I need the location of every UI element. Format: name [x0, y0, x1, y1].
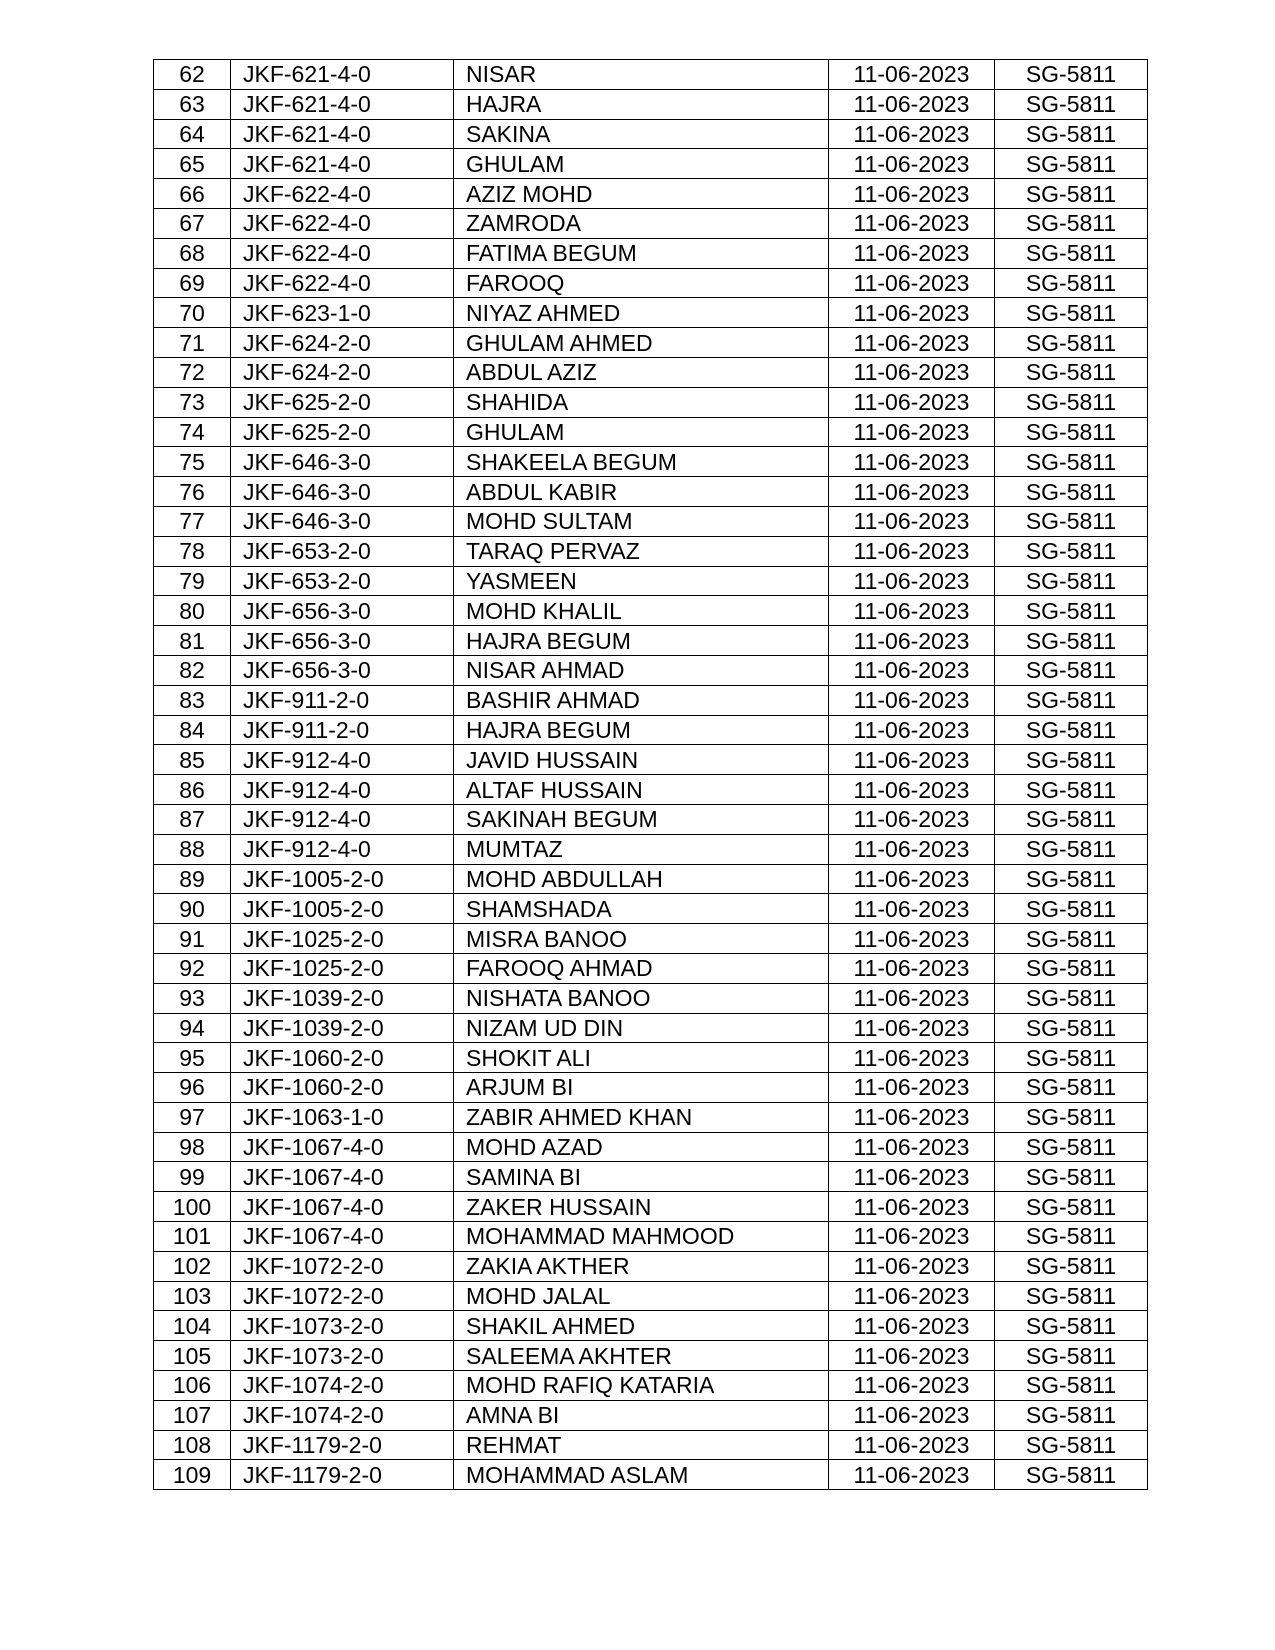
table-row [154, 1132, 1148, 1162]
table-row [154, 447, 1148, 477]
record-id-cell: JKF-1072-2-0 [231, 1281, 454, 1311]
date-cell: 11-06-2023 [829, 655, 995, 685]
serial-number-cell: 106 [154, 1371, 231, 1401]
person-name-cell: NIZAM UD DIN [454, 1013, 829, 1043]
person-name-cell: NISAR [454, 60, 829, 90]
serial-number-cell: 97 [154, 1102, 231, 1132]
person-name-cell: HAJRA BEGUM [454, 715, 829, 745]
person-name-cell: MOHD JALAL [454, 1281, 829, 1311]
person-name-cell: MOHD SULTAM [454, 506, 829, 536]
record-id-cell: JKF-1067-4-0 [231, 1222, 454, 1252]
person-name-cell: SHOKIT ALI [454, 1043, 829, 1073]
record-id-cell: JKF-1073-2-0 [231, 1341, 454, 1371]
serial-number-cell: 100 [154, 1192, 231, 1222]
record-id-cell: JKF-912-4-0 [231, 834, 454, 864]
code-cell: SG-5811 [995, 1371, 1148, 1401]
record-id-cell: JKF-1005-2-0 [231, 864, 454, 894]
date-cell: 11-06-2023 [829, 1400, 995, 1430]
serial-number-cell: 101 [154, 1222, 231, 1252]
serial-number-cell: 80 [154, 596, 231, 626]
record-id-cell: JKF-624-2-0 [231, 328, 454, 358]
date-cell: 11-06-2023 [829, 1311, 995, 1341]
date-cell: 11-06-2023 [829, 536, 995, 566]
table-row [154, 626, 1148, 656]
record-id-cell: JKF-623-1-0 [231, 298, 454, 328]
date-cell: 11-06-2023 [829, 1281, 995, 1311]
person-name-cell: ZAKIA AKTHER [454, 1251, 829, 1281]
person-name-cell: MOHD AZAD [454, 1132, 829, 1162]
record-id-cell: JKF-1179-2-0 [231, 1430, 454, 1460]
record-id-cell: JKF-1025-2-0 [231, 953, 454, 983]
serial-number-cell: 64 [154, 119, 231, 149]
record-id-cell: JKF-912-4-0 [231, 775, 454, 805]
person-name-cell: FAROOQ AHMAD [454, 953, 829, 983]
record-id-cell: JKF-1063-1-0 [231, 1102, 454, 1132]
code-cell: SG-5811 [995, 1013, 1148, 1043]
serial-number-cell: 90 [154, 894, 231, 924]
person-name-cell: ALTAF HUSSAIN [454, 775, 829, 805]
person-name-cell: SHAHIDA [454, 387, 829, 417]
serial-number-cell: 103 [154, 1281, 231, 1311]
serial-number-cell: 95 [154, 1043, 231, 1073]
code-cell: SG-5811 [995, 208, 1148, 238]
table-row [154, 1371, 1148, 1401]
record-id-cell: JKF-621-4-0 [231, 89, 454, 119]
table-row [154, 1073, 1148, 1103]
record-id-cell: JKF-646-3-0 [231, 506, 454, 536]
code-cell: SG-5811 [995, 715, 1148, 745]
table-row [154, 208, 1148, 238]
code-cell: SG-5811 [995, 834, 1148, 864]
serial-number-cell: 99 [154, 1162, 231, 1192]
record-id-cell: JKF-1074-2-0 [231, 1400, 454, 1430]
serial-number-cell: 69 [154, 268, 231, 298]
record-id-cell: JKF-653-2-0 [231, 536, 454, 566]
table-row [154, 1251, 1148, 1281]
table-row [154, 387, 1148, 417]
code-cell: SG-5811 [995, 864, 1148, 894]
serial-number-cell: 87 [154, 804, 231, 834]
table-row [154, 149, 1148, 179]
date-cell: 11-06-2023 [829, 1222, 995, 1252]
person-name-cell: SAKINA [454, 119, 829, 149]
person-name-cell: ZABIR AHMED KHAN [454, 1102, 829, 1132]
serial-number-cell: 82 [154, 655, 231, 685]
record-id-cell: JKF-625-2-0 [231, 387, 454, 417]
code-cell: SG-5811 [995, 1192, 1148, 1222]
date-cell: 11-06-2023 [829, 387, 995, 417]
table-row [154, 238, 1148, 268]
person-name-cell: GHULAM AHMED [454, 328, 829, 358]
table-row [154, 119, 1148, 149]
record-id-cell: JKF-1179-2-0 [231, 1460, 454, 1490]
serial-number-cell: 76 [154, 477, 231, 507]
person-name-cell: MOHAMMAD MAHMOOD [454, 1222, 829, 1252]
code-cell: SG-5811 [995, 477, 1148, 507]
date-cell: 11-06-2023 [829, 775, 995, 805]
serial-number-cell: 105 [154, 1341, 231, 1371]
serial-number-cell: 67 [154, 208, 231, 238]
person-name-cell: AMNA BI [454, 1400, 829, 1430]
date-cell: 11-06-2023 [829, 477, 995, 507]
person-name-cell: FAROOQ [454, 268, 829, 298]
serial-number-cell: 84 [154, 715, 231, 745]
code-cell: SG-5811 [995, 268, 1148, 298]
serial-number-cell: 73 [154, 387, 231, 417]
person-name-cell: MOHD KHALIL [454, 596, 829, 626]
person-name-cell: ABDUL KABIR [454, 477, 829, 507]
date-cell: 11-06-2023 [829, 149, 995, 179]
record-id-cell: JKF-1060-2-0 [231, 1043, 454, 1073]
date-cell: 11-06-2023 [829, 1013, 995, 1043]
serial-number-cell: 79 [154, 566, 231, 596]
date-cell: 11-06-2023 [829, 238, 995, 268]
serial-number-cell: 75 [154, 447, 231, 477]
table-row [154, 1311, 1148, 1341]
table-row [154, 268, 1148, 298]
table-row [154, 685, 1148, 715]
code-cell: SG-5811 [995, 1251, 1148, 1281]
table-row [154, 1162, 1148, 1192]
serial-number-cell: 62 [154, 60, 231, 90]
serial-number-cell: 72 [154, 357, 231, 387]
serial-number-cell: 66 [154, 179, 231, 209]
record-id-cell: JKF-622-4-0 [231, 238, 454, 268]
table-row [154, 1013, 1148, 1043]
person-name-cell: MOHD ABDULLAH [454, 864, 829, 894]
date-cell: 11-06-2023 [829, 1341, 995, 1371]
date-cell: 11-06-2023 [829, 685, 995, 715]
table-row [154, 1102, 1148, 1132]
record-id-cell: JKF-1072-2-0 [231, 1251, 454, 1281]
serial-number-cell: 98 [154, 1132, 231, 1162]
date-cell: 11-06-2023 [829, 1162, 995, 1192]
table-row [154, 804, 1148, 834]
person-name-cell: MUMTAZ [454, 834, 829, 864]
serial-number-cell: 70 [154, 298, 231, 328]
person-name-cell: SHAMSHADA [454, 894, 829, 924]
table-row [154, 1341, 1148, 1371]
person-name-cell: SAKINAH BEGUM [454, 804, 829, 834]
date-cell: 11-06-2023 [829, 894, 995, 924]
person-name-cell: REHMAT [454, 1430, 829, 1460]
date-cell: 11-06-2023 [829, 506, 995, 536]
person-name-cell: GHULAM [454, 417, 829, 447]
date-cell: 11-06-2023 [829, 566, 995, 596]
date-cell: 11-06-2023 [829, 1251, 995, 1281]
record-id-cell: JKF-656-3-0 [231, 626, 454, 656]
table-row [154, 477, 1148, 507]
code-cell: SG-5811 [995, 149, 1148, 179]
code-cell: SG-5811 [995, 626, 1148, 656]
record-id-cell: JKF-911-2-0 [231, 715, 454, 745]
record-id-cell: JKF-912-4-0 [231, 804, 454, 834]
date-cell: 11-06-2023 [829, 417, 995, 447]
table-row [154, 1400, 1148, 1430]
date-cell: 11-06-2023 [829, 119, 995, 149]
record-id-cell: JKF-1039-2-0 [231, 1013, 454, 1043]
serial-number-cell: 85 [154, 745, 231, 775]
serial-number-cell: 63 [154, 89, 231, 119]
code-cell: SG-5811 [995, 566, 1148, 596]
table-row [154, 1222, 1148, 1252]
code-cell: SG-5811 [995, 1102, 1148, 1132]
code-cell: SG-5811 [995, 1073, 1148, 1103]
table-row [154, 357, 1148, 387]
serial-number-cell: 108 [154, 1430, 231, 1460]
record-id-cell: JKF-1025-2-0 [231, 924, 454, 954]
code-cell: SG-5811 [995, 1311, 1148, 1341]
record-id-cell: JKF-646-3-0 [231, 447, 454, 477]
date-cell: 11-06-2023 [829, 208, 995, 238]
records-table [153, 59, 1148, 1490]
code-cell: SG-5811 [995, 447, 1148, 477]
table-row [154, 89, 1148, 119]
serial-number-cell: 91 [154, 924, 231, 954]
code-cell: SG-5811 [995, 804, 1148, 834]
code-cell: SG-5811 [995, 1400, 1148, 1430]
code-cell: SG-5811 [995, 417, 1148, 447]
person-name-cell: SHAKEELA BEGUM [454, 447, 829, 477]
table-row [154, 983, 1148, 1013]
code-cell: SG-5811 [995, 983, 1148, 1013]
record-id-cell: JKF-1067-4-0 [231, 1192, 454, 1222]
code-cell: SG-5811 [995, 328, 1148, 358]
date-cell: 11-06-2023 [829, 864, 995, 894]
serial-number-cell: 92 [154, 953, 231, 983]
serial-number-cell: 83 [154, 685, 231, 715]
date-cell: 11-06-2023 [829, 745, 995, 775]
record-id-cell: JKF-622-4-0 [231, 208, 454, 238]
code-cell: SG-5811 [995, 745, 1148, 775]
person-name-cell: ZAKER HUSSAIN [454, 1192, 829, 1222]
table-row [154, 894, 1148, 924]
record-id-cell: JKF-1039-2-0 [231, 983, 454, 1013]
person-name-cell: HAJRA BEGUM [454, 626, 829, 656]
record-id-cell: JKF-1067-4-0 [231, 1162, 454, 1192]
table-row [154, 1192, 1148, 1222]
code-cell: SG-5811 [995, 1162, 1148, 1192]
table-row [154, 715, 1148, 745]
table-row [154, 953, 1148, 983]
date-cell: 11-06-2023 [829, 1192, 995, 1222]
person-name-cell: YASMEEN [454, 566, 829, 596]
record-id-cell: JKF-1073-2-0 [231, 1311, 454, 1341]
date-cell: 11-06-2023 [829, 1073, 995, 1103]
code-cell: SG-5811 [995, 1341, 1148, 1371]
code-cell: SG-5811 [995, 1132, 1148, 1162]
table-row [154, 417, 1148, 447]
date-cell: 11-06-2023 [829, 953, 995, 983]
person-name-cell: MOHD RAFIQ KATARIA [454, 1371, 829, 1401]
code-cell: SG-5811 [995, 685, 1148, 715]
table-row [154, 745, 1148, 775]
person-name-cell: JAVID HUSSAIN [454, 745, 829, 775]
table-row [154, 536, 1148, 566]
serial-number-cell: 65 [154, 149, 231, 179]
date-cell: 11-06-2023 [829, 1102, 995, 1132]
serial-number-cell: 88 [154, 834, 231, 864]
serial-number-cell: 93 [154, 983, 231, 1013]
person-name-cell: MISRA BANOO [454, 924, 829, 954]
table-row [154, 1460, 1148, 1490]
date-cell: 11-06-2023 [829, 804, 995, 834]
record-id-cell: JKF-621-4-0 [231, 149, 454, 179]
serial-number-cell: 89 [154, 864, 231, 894]
person-name-cell: BASHIR AHMAD [454, 685, 829, 715]
serial-number-cell: 68 [154, 238, 231, 268]
code-cell: SG-5811 [995, 536, 1148, 566]
table-row [154, 596, 1148, 626]
serial-number-cell: 74 [154, 417, 231, 447]
serial-number-cell: 102 [154, 1251, 231, 1281]
table-row [154, 1430, 1148, 1460]
date-cell: 11-06-2023 [829, 60, 995, 90]
record-id-cell: JKF-622-4-0 [231, 179, 454, 209]
serial-number-cell: 107 [154, 1400, 231, 1430]
code-cell: SG-5811 [995, 1043, 1148, 1073]
code-cell: SG-5811 [995, 387, 1148, 417]
person-name-cell: MOHAMMAD ASLAM [454, 1460, 829, 1490]
date-cell: 11-06-2023 [829, 357, 995, 387]
code-cell: SG-5811 [995, 894, 1148, 924]
table-row [154, 655, 1148, 685]
person-name-cell: ARJUM BI [454, 1073, 829, 1103]
record-id-cell: JKF-621-4-0 [231, 119, 454, 149]
code-cell: SG-5811 [995, 119, 1148, 149]
date-cell: 11-06-2023 [829, 715, 995, 745]
serial-number-cell: 86 [154, 775, 231, 805]
code-cell: SG-5811 [995, 924, 1148, 954]
date-cell: 11-06-2023 [829, 1430, 995, 1460]
date-cell: 11-06-2023 [829, 179, 995, 209]
person-name-cell: NIYAZ AHMED [454, 298, 829, 328]
code-cell: SG-5811 [995, 596, 1148, 626]
record-id-cell: JKF-624-2-0 [231, 357, 454, 387]
table-row [154, 1043, 1148, 1073]
person-name-cell: ABDUL AZIZ [454, 357, 829, 387]
person-name-cell: NISHATA BANOO [454, 983, 829, 1013]
person-name-cell: FATIMA BEGUM [454, 238, 829, 268]
date-cell: 11-06-2023 [829, 268, 995, 298]
serial-number-cell: 77 [154, 506, 231, 536]
code-cell: SG-5811 [995, 238, 1148, 268]
person-name-cell: AZIZ MOHD [454, 179, 829, 209]
table-row [154, 506, 1148, 536]
record-id-cell: JKF-1060-2-0 [231, 1073, 454, 1103]
serial-number-cell: 81 [154, 626, 231, 656]
record-id-cell: JKF-653-2-0 [231, 566, 454, 596]
date-cell: 11-06-2023 [829, 596, 995, 626]
table-row [154, 834, 1148, 864]
code-cell: SG-5811 [995, 953, 1148, 983]
date-cell: 11-06-2023 [829, 1371, 995, 1401]
record-id-cell: JKF-1074-2-0 [231, 1371, 454, 1401]
record-id-cell: JKF-1005-2-0 [231, 894, 454, 924]
person-name-cell: NISAR AHMAD [454, 655, 829, 685]
table-row [154, 775, 1148, 805]
record-id-cell: JKF-912-4-0 [231, 745, 454, 775]
code-cell: SG-5811 [995, 357, 1148, 387]
code-cell: SG-5811 [995, 1281, 1148, 1311]
code-cell: SG-5811 [995, 1460, 1148, 1490]
date-cell: 11-06-2023 [829, 924, 995, 954]
record-id-cell: JKF-622-4-0 [231, 268, 454, 298]
date-cell: 11-06-2023 [829, 89, 995, 119]
person-name-cell: SALEEMA AKHTER [454, 1341, 829, 1371]
table-row [154, 60, 1148, 90]
person-name-cell: TARAQ PERVAZ [454, 536, 829, 566]
table-row [154, 179, 1148, 209]
record-id-cell: JKF-1067-4-0 [231, 1132, 454, 1162]
table-row [154, 566, 1148, 596]
person-name-cell: SAMINA BI [454, 1162, 829, 1192]
code-cell: SG-5811 [995, 60, 1148, 90]
serial-number-cell: 96 [154, 1073, 231, 1103]
table-row [154, 298, 1148, 328]
table-row [154, 328, 1148, 358]
serial-number-cell: 109 [154, 1460, 231, 1490]
person-name-cell: GHULAM [454, 149, 829, 179]
code-cell: SG-5811 [995, 1222, 1148, 1252]
serial-number-cell: 104 [154, 1311, 231, 1341]
date-cell: 11-06-2023 [829, 298, 995, 328]
code-cell: SG-5811 [995, 298, 1148, 328]
serial-number-cell: 94 [154, 1013, 231, 1043]
serial-number-cell: 78 [154, 536, 231, 566]
code-cell: SG-5811 [995, 655, 1148, 685]
code-cell: SG-5811 [995, 179, 1148, 209]
date-cell: 11-06-2023 [829, 447, 995, 477]
serial-number-cell: 71 [154, 328, 231, 358]
date-cell: 11-06-2023 [829, 834, 995, 864]
table-row [154, 1281, 1148, 1311]
person-name-cell: ZAMRODA [454, 208, 829, 238]
table-row [154, 864, 1148, 894]
code-cell: SG-5811 [995, 775, 1148, 805]
person-name-cell: SHAKIL AHMED [454, 1311, 829, 1341]
record-id-cell: JKF-656-3-0 [231, 596, 454, 626]
code-cell: SG-5811 [995, 1430, 1148, 1460]
record-id-cell: JKF-656-3-0 [231, 655, 454, 685]
code-cell: SG-5811 [995, 506, 1148, 536]
date-cell: 11-06-2023 [829, 626, 995, 656]
person-name-cell: HAJRA [454, 89, 829, 119]
date-cell: 11-06-2023 [829, 328, 995, 358]
record-id-cell: JKF-646-3-0 [231, 477, 454, 507]
record-id-cell: JKF-621-4-0 [231, 60, 454, 90]
date-cell: 11-06-2023 [829, 1460, 995, 1490]
code-cell: SG-5811 [995, 89, 1148, 119]
table-row [154, 924, 1148, 954]
date-cell: 11-06-2023 [829, 1132, 995, 1162]
date-cell: 11-06-2023 [829, 983, 995, 1013]
record-id-cell: JKF-911-2-0 [231, 685, 454, 715]
records-table-body [154, 60, 1148, 1490]
date-cell: 11-06-2023 [829, 1043, 995, 1073]
record-id-cell: JKF-625-2-0 [231, 417, 454, 447]
